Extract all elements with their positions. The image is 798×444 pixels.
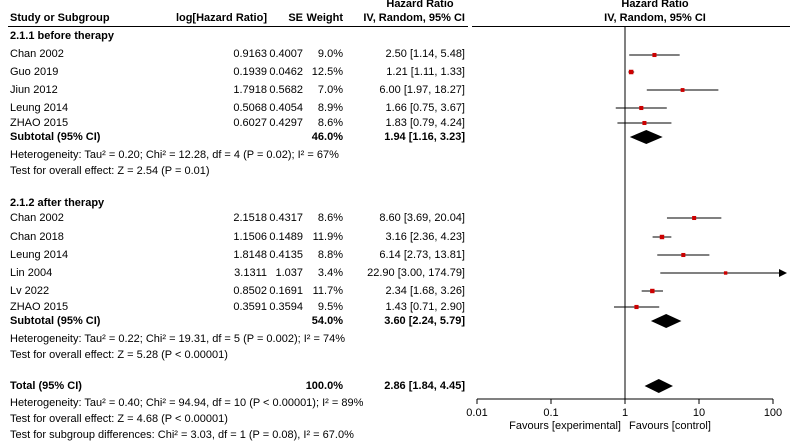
se-value: 0.4317 <box>269 212 303 224</box>
weight-value: 11.7% <box>312 285 343 297</box>
weight-value: 8.8% <box>317 249 343 261</box>
study-marker <box>639 106 643 110</box>
loghr-value: 0.9163 <box>233 48 267 60</box>
overall-effect-text: Test for overall effect: Z = 5.28 (P < 0.00001) <box>10 349 228 361</box>
total-diamond <box>645 379 673 393</box>
group-title: 2.1.2 after therapy <box>10 197 105 209</box>
subtotal-ci: 1.94 [1.16, 3.23] <box>384 131 465 143</box>
subtotal-ci: 3.60 [2.24, 5.79] <box>384 315 465 327</box>
header-ci-method-right: IV, Random, 95% CI <box>604 12 706 24</box>
se-value: 0.1691 <box>269 285 303 297</box>
hr-column-title-right: Hazard Ratio <box>621 0 689 10</box>
ci-value: 6.14 [2.73, 13.81] <box>379 249 465 261</box>
weight-value: 12.5% <box>311 66 343 78</box>
se-value: 0.5682 <box>269 84 303 96</box>
loghr-value: 0.5068 <box>233 102 267 114</box>
study-name: ZHAO 2015 <box>10 117 69 129</box>
se-value: 0.4297 <box>269 117 303 129</box>
study-marker <box>634 305 638 309</box>
study-name: Jiun 2012 <box>10 84 58 96</box>
study-name: Leung 2014 <box>10 249 69 261</box>
weight-value: 11.9% <box>312 231 343 243</box>
ci-value: 2.34 [1.68, 3.26] <box>385 285 465 297</box>
subgroup-differences-text: Test for subgroup differences: Chi² = 3.03, df = 1 (P = 0.08), I² = 67.0% <box>10 429 354 441</box>
header-ci-method-left: IV, Random, 95% CI <box>363 12 465 24</box>
study-name: Chan 2018 <box>10 231 64 243</box>
loghr-value: 3.1311 <box>234 267 267 279</box>
study-name: Chan 2002 <box>10 212 64 224</box>
subtotal-label: Subtotal (95% CI) <box>10 315 101 327</box>
hr-column-title-left: Hazard Ratio <box>386 0 454 10</box>
weight-value: 9.5% <box>317 301 343 313</box>
heterogeneity-text: Heterogeneity: Tau² = 0.22; Chi² = 19.31, df = 5 (P = 0.002); I² = 74% <box>10 333 345 345</box>
ci-value: 3.16 [2.36, 4.23] <box>385 231 465 243</box>
study-marker <box>660 235 664 239</box>
header-weight: Weight <box>306 12 343 24</box>
se-value: 0.4135 <box>269 249 303 261</box>
study-marker <box>692 216 696 220</box>
study-marker <box>681 88 685 92</box>
study-marker <box>642 121 646 125</box>
subtotal-diamond <box>651 314 682 328</box>
loghr-value: 0.6027 <box>233 117 267 129</box>
weight-value: 8.9% <box>317 102 343 114</box>
subtotal-label: Subtotal (95% CI) <box>10 131 101 143</box>
subtotal-diamond <box>630 130 663 144</box>
loghr-value: 1.7918 <box>233 84 267 96</box>
ci-value: 1.83 [0.79, 4.24] <box>385 117 465 129</box>
study-marker <box>681 253 685 257</box>
weight-value: 3.4% <box>317 267 343 279</box>
weight-value: 9.0% <box>317 48 343 60</box>
loghr-value: 1.8148 <box>233 249 267 261</box>
total-overall-effect-text: Test for overall effect: Z = 4.68 (P < 0.00001) <box>10 413 228 425</box>
ci-value: 22.90 [3.00, 174.79] <box>367 267 465 279</box>
study-name: Lin 2004 <box>10 267 53 279</box>
loghr-value: 0.1939 <box>233 66 267 78</box>
group-title: 2.1.1 before therapy <box>10 30 114 42</box>
loghr-value: 0.8502 <box>233 285 267 297</box>
favours-left-label: Favours [experimental] <box>509 420 621 432</box>
weight-value: 7.0% <box>317 84 343 96</box>
ci-value: 1.43 [0.71, 2.90] <box>385 301 465 313</box>
se-value: 0.0462 <box>269 66 303 78</box>
ci-value: 1.66 [0.75, 3.67] <box>385 102 465 114</box>
x-axis-tick-label: 100 <box>763 407 783 419</box>
se-value: 0.1489 <box>269 231 303 243</box>
total-label: Total (95% CI) <box>10 380 82 392</box>
x-axis-tick-label: 0.1 <box>543 407 559 419</box>
heterogeneity-text: Heterogeneity: Tau² = 0.20; Chi² = 12.28, df = 4 (P = 0.02); I² = 67% <box>10 149 339 161</box>
study-name: Chan 2002 <box>10 48 64 60</box>
se-value: 0.4007 <box>269 48 303 60</box>
ci-value: 6.00 [1.97, 18.27] <box>379 84 465 96</box>
total-heterogeneity-text: Heterogeneity: Tau² = 0.40; Chi² = 94.94, df = 10 (P < 0.00001); I² = 89% <box>10 397 364 409</box>
study-marker <box>650 289 654 293</box>
se-value: 0.4054 <box>269 102 303 114</box>
study-name: ZHAO 2015 <box>10 301 69 313</box>
ci-value: 1.21 [1.11, 1.33] <box>386 66 465 78</box>
study-marker <box>724 271 727 274</box>
ci-value: 8.60 [3.69, 20.04] <box>379 212 465 224</box>
x-axis-tick-label: 0.01 <box>466 407 488 419</box>
header-se: SE <box>288 12 303 24</box>
subtotal-weight: 54.0% <box>311 315 343 327</box>
se-value: 1.037 <box>275 267 303 279</box>
ci-arrow <box>779 269 787 277</box>
total-ci: 2.86 [1.84, 4.45] <box>384 380 465 392</box>
weight-value: 8.6% <box>317 117 343 129</box>
overall-effect-text: Test for overall effect: Z = 2.54 (P = 0.01) <box>10 165 210 177</box>
study-name: Lv 2022 <box>10 285 50 297</box>
loghr-value: 2.1518 <box>233 212 267 224</box>
se-value: 0.3594 <box>269 301 303 313</box>
x-axis-tick-label: 10 <box>692 407 706 419</box>
weight-value: 8.6% <box>317 212 343 224</box>
study-marker <box>629 70 634 75</box>
total-weight: 100.0% <box>305 380 343 392</box>
study-name: Guo 2019 <box>10 66 59 78</box>
loghr-value: 0.3591 <box>233 301 267 313</box>
favours-right-label: Favours [control] <box>629 420 711 432</box>
loghr-value: 1.1506 <box>233 231 267 243</box>
ci-value: 2.50 [1.14, 5.48] <box>385 48 465 60</box>
x-axis-tick-label: 1 <box>621 407 629 419</box>
header-loghr: log[Hazard Ratio] <box>175 12 267 24</box>
subtotal-weight: 46.0% <box>311 131 343 143</box>
study-name: Leung 2014 <box>10 102 69 114</box>
study-marker <box>652 53 656 57</box>
header-study: Study or Subgroup <box>10 12 110 24</box>
